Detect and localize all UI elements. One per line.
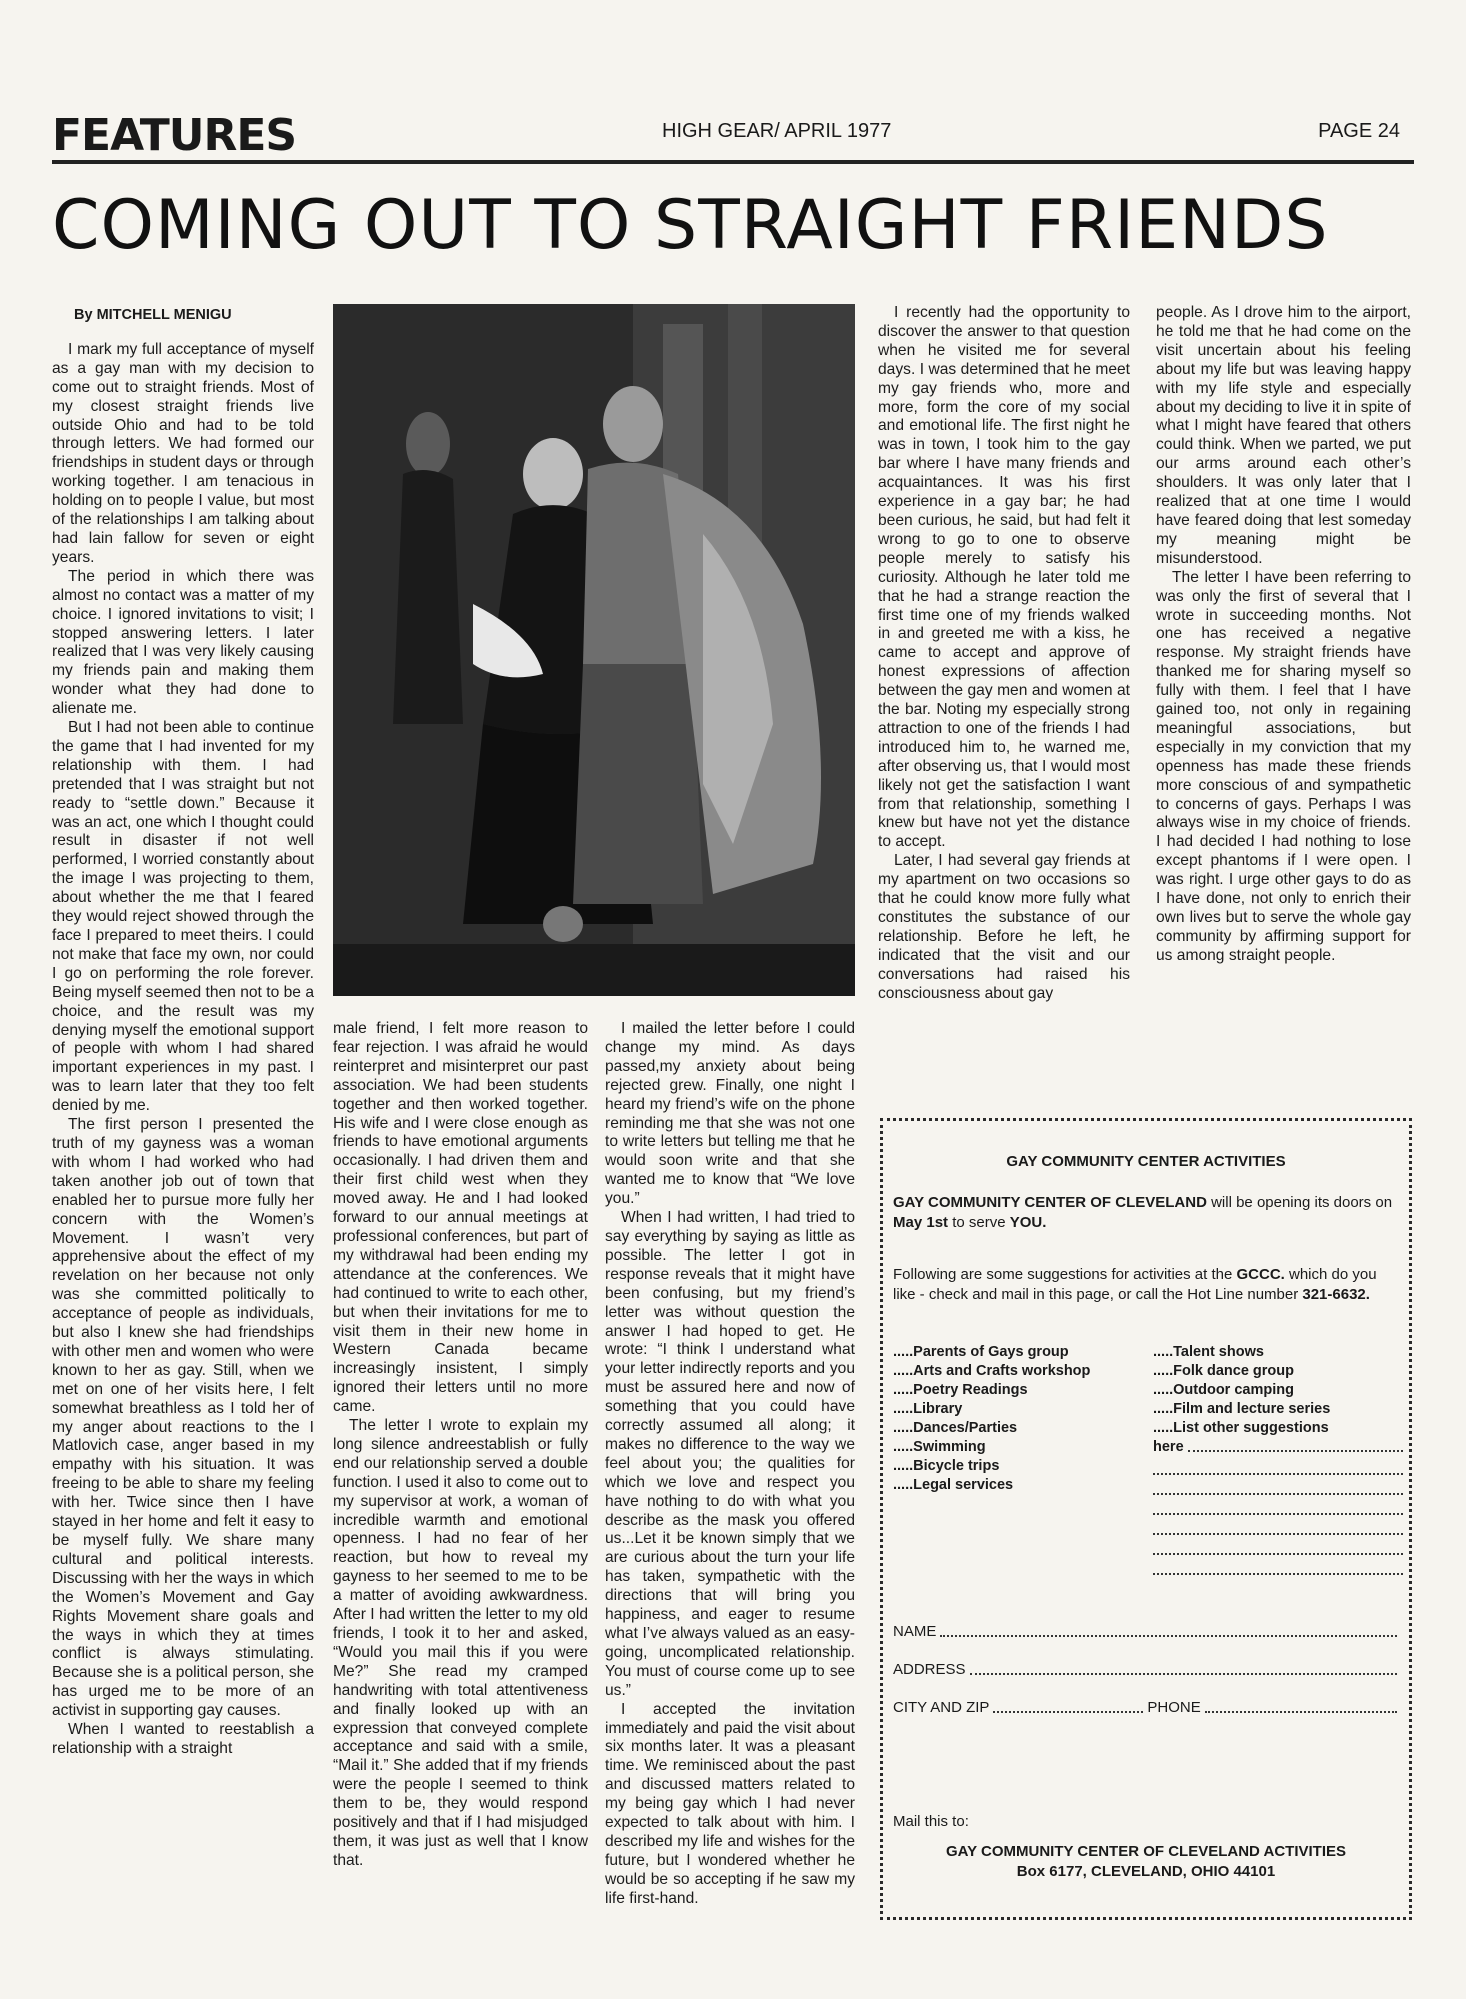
activity-option[interactable]: .....Bicycle trips [893, 1458, 1000, 1474]
article-headline: COMING OUT TO STRAIGHT FRIENDS [52, 186, 1329, 265]
paragraph: The first person I presented the truth of my gayness was a woman with whom I had worked who had taken another job out of town that enabled her to pursue more fully her concern with the Women’s Movement. I wasn’t very apprehensive about the effect of my revelation on her because not only was she committed politically to acceptance of people as individuals, but also I knew she had friendships with other men and women who were known to her as gay. Still, when we met on one of her visits here, I felt somewhat breathless as I told her of my anger about reactions to the I Matlovich case, anger based in my empathy with his situation. It was freeing to be able to share my feeling with her. Twice since then I have stayed in her home and felt it easy to be myself fully. We share many cultural and political interests. Discussing with her the ways in which the Women’s Movement and Gay Rights Movement share goals and the ways in which they at times conflict is always stimulating. Because she is a political person, she has urged me to be more of an activist in supporting gay causes. [52, 1116, 314, 1720]
write-in-line[interactable] [1153, 1515, 1403, 1535]
byline: By MITCHELL MENIGU [74, 307, 232, 323]
phone-line [1205, 1699, 1397, 1713]
org-name: GAY COMMUNITY CENTER OF CLEVELAND [893, 1194, 1207, 1211]
paragraph: But I had not been able to continue the game that I had invented for my relationship with them. I had pretended that I was straight but not ready to “settle down.” Because it was an act, one which I thought could result in disaster if not well performed, I worried constantly about the image I was projecting to them, about whether the me that I feared they would reject showed through the face I prepared to meet theirs. I could not make that face my own, nor could I go on performing the role forever. Being myself seemed then not to be a choice, and the result was my denying myself the emotional support of people with whom I had shared important experiences in my past. I was to learn later that they too felt denied by me. [52, 719, 314, 1115]
article-column-4 [1156, 304, 1411, 966]
suggestion-line[interactable] [1153, 1438, 1403, 1457]
coupon-intro [893, 1193, 1403, 1233]
write-in-line[interactable] [1153, 1555, 1403, 1575]
paragraph: When I wanted to reestablish a relationship with a straight [52, 1721, 314, 1757]
activity-option[interactable]: .....Folk dance group [1153, 1363, 1294, 1379]
paragraph: The period in which there was almost no contact was a matter of my choice. I ignored invitations to visit; I stopped answering letters. I later realized that I was very likely causing my friends pain and making them wonder what they had done to alienate me. [52, 567, 314, 718]
activity-option[interactable]: .....Library [893, 1401, 963, 1417]
section-label: FEATURES [52, 110, 297, 161]
paragraph: people. As I drove him to the airport, he told me that he had come on the visit uncertain about his feeling about my life but was leaving happy with my life style and especially about my deciding to live it in spite of what I might have feared that others could think. When we parted, we put our arms around each other’s shoulders. It was only later that I realized that at one time I would have feared doing that lest someday my meaning might be misunderstood. [1156, 304, 1411, 567]
intro-text: will be opening its doors on [1206, 1194, 1393, 1211]
activity-option[interactable]: .....Dances/Parties [893, 1420, 1018, 1436]
paragraph: I mark my full acceptance of myself as a gay man with my decision to come out to straight friends. Most of my closest straight friends live outside Ohio and had to be told through letters. We had formed our friendships in student days or through working together. I am tenacious in holding on to people I value, but most of the relationships I am talking about had lain fallow for seven or eight years. [52, 340, 314, 566]
coupon-suggestions [893, 1265, 1403, 1305]
paragraph: When I had written, I had tried to say everything by saying as little as possible. The letter I got in response reveals that it might have been confusing, but my friend’s letter was without question the answer I had hoped to get. He wrote: “I think I understand what your letter indirectly reports and you must be assured here and now of something that you could have correctly assumed all along; it makes no difference to the way we feel about you; the qualities for which we love and respect you have nothing to do with what you describe as the mask you offered us...Let it be known simply that we are curious about the turn your life has taken, sympathetic with the directions that will bring you happiness, and eager to resume what I’ve always valued as an easy-going, uncomplicated relationship. You must of course come up to see us.” [605, 1209, 855, 1699]
write-in-line[interactable] [1153, 1535, 1403, 1555]
paragraph: I recently had the opportunity to discover the answer to that question when he visited me for several days. I was determined that he meet my gay friends who, more and more, form the core of my social and emotional life. The first night he was in town, I took him to the gay bar where I have many friends and acquaintances. It was his first experience in a gay bar; he had been curious, he said, but had felt it wrong to go to one to observe people merely to satisfy his curiosity. Although he later told me that he had a strange reaction the first time one of my friends walked in and greeted me with a kiss, he came to accept and approve of honest expressions of affection between the gay men and women at the bar. Noting my especially strong attraction to one of the friends I had introduced him to, he warned me, after observing us, that I would most likely not get the satisfaction I want from that relationship, something I knew but have not yet the distance to accept. [878, 304, 1130, 851]
city-line [993, 1699, 1143, 1713]
community-center-coupon [880, 1118, 1412, 1920]
write-in-line[interactable] [1153, 1495, 1403, 1515]
activity-option[interactable]: .....Film and lecture series [1153, 1401, 1331, 1417]
intro-text: to serve [948, 1214, 1010, 1231]
phone-label: PHONE [1147, 1699, 1201, 1716]
address-label: ADDRESS [893, 1661, 966, 1678]
issue-date: HIGH GEAR/ APRIL 1977 [662, 120, 892, 142]
activity-option[interactable]: .....Talent shows [1153, 1344, 1264, 1360]
article-column-3-top [878, 304, 1130, 1004]
photo-illustration [333, 304, 855, 996]
paragraph: The letter I have been referring to was only the first of several that I wrote in succeeding months. Not one has received a negative response. My straight friends have thanked me for sharing myself so fully with them. I feel that I have gained too, not only in regaining meaningful associations, but especially in my conviction that my openness has made these friends more conscious of and sympathetic to concerns of gays. Perhaps I was always wise in my choice of friends. I had decided I had nothing to lose except phantoms if I were open. I was right. I urge other gays to do as I have done, not only to enrich their own lives but to serve the whole gay community by affirming support for us among straight people. [1156, 568, 1411, 964]
article-column-2 [333, 1020, 588, 1871]
article-photo [333, 304, 855, 996]
page-header [52, 112, 1414, 164]
opening-date: May 1st [893, 1214, 949, 1231]
hotline-number: 321-6632. [1302, 1286, 1370, 1303]
mail-to-label: Mail this to: [893, 1813, 969, 1830]
name-field[interactable] [893, 1623, 1397, 1640]
name-line [940, 1623, 1397, 1637]
activity-option[interactable]: .....Poetry Readings [893, 1382, 1028, 1398]
suggestion-text: which do you like - check and mail in this page, or call the Hot Line number [893, 1266, 1377, 1303]
activity-option[interactable]: .....Outdoor camping [1153, 1382, 1294, 1398]
activity-option[interactable]: .....List other suggestions [1153, 1420, 1329, 1436]
here-label: here [1153, 1439, 1184, 1455]
paragraph: male friend, I felt more reason to fear rejection. I was afraid he would reinterpret and misinterpret our past association. We had been students together and then worked together. His wife and I were close enough as friends to have emotional arguments occasionally. I had driven them and their first child west when they moved away. He and I had looked forward to our annual meetings at professional conferences, but part of my withdrawal had been ending my attendance at the conferences. We had continued to write to each other, but when their invitations for me to visit them in their new home in Western Canada became increasingly insistent, I simply ignored their letters until no more came. [333, 1020, 588, 1416]
article-column-1 [52, 306, 314, 1759]
write-in-line [1188, 1438, 1403, 1452]
activity-options-right [1153, 1343, 1403, 1575]
activity-option[interactable]: .....Parents of Gays group [893, 1344, 1069, 1360]
paragraph: I mailed the letter before I could change my mind. As days passed,my anxiety about being rejected grew. Finally, one night I heard my friend’s wife on the phone reminding me that she was not one to write letters but telling me that he would soon write and that she wanted me to know that “We love you.” [605, 1020, 855, 1208]
paragraph: Later, I had several gay friends at my apartment on two occasions so that he could know more fully what constitutes the substance of our relationship. Before he left, he indicated that the visit and our conversations had raised his consciousness about gay [878, 852, 1130, 1002]
paragraph: The letter I wrote to explain my long silence andreestablish or fully end our relationship served a double function. I used it also to come out to my supervisor at work, a woman of incredible warmth and emotional openness. I had no fear of her reaction, but how to reveal my gayness to her seemed to me to be a matter of avoiding awkwardness. After I had written the letter to my old friends, I took it to her and asked, “Would you mail this if you were Me?” She read my cramped handwriting with total attentiveness and finally looked up with an expression that conveyed complete acceptance and said with a smile, “Mail it.” She added that if my friends were the people I seemed to think them to be, they would respond positively and that if I had misjudged them, it was just as well that I know that. [333, 1417, 588, 1869]
intro-you: YOU. [1009, 1214, 1047, 1231]
suggestion-text: Following are some suggestions for activities at the [893, 1266, 1237, 1283]
activity-option[interactable]: .....Legal services [893, 1477, 1014, 1493]
address-field[interactable] [893, 1661, 1397, 1678]
name-label: NAME [893, 1623, 937, 1640]
write-in-line[interactable] [1153, 1475, 1403, 1495]
address-line [970, 1661, 1397, 1675]
activity-options-left [893, 1343, 1143, 1495]
page-number: PAGE 24 [1318, 120, 1400, 142]
paragraph: I accepted the invitation immediately and paid the visit about six months later. It was a pleasant time. We reminisced about the past and discussed matters related to my being gay which I had never expected to talk about with him. I described my life and wishes for the future, but I wondered whether he would be so accepting if he saw my life first-hand. [605, 1700, 855, 1907]
city-phone-field[interactable] [893, 1699, 1397, 1716]
mailing-address-line2: Box 6177, CLEVELAND, OHIO 44101 [1016, 1863, 1276, 1880]
mailing-address-line1: GAY COMMUNITY CENTER OF CLEVELAND ACTIVITIES [945, 1843, 1347, 1860]
write-in-line[interactable] [1153, 1457, 1403, 1475]
article-column-3-bottom [605, 1020, 855, 1909]
city-label: CITY AND ZIP [893, 1699, 990, 1716]
gccc-abbrev: GCCC. [1236, 1266, 1285, 1283]
activity-option[interactable]: .....Swimming [893, 1439, 986, 1455]
activity-option[interactable]: .....Arts and Crafts workshop [893, 1363, 1091, 1379]
coupon-title: GAY COMMUNITY CENTER ACTIVITIES [1006, 1153, 1286, 1170]
